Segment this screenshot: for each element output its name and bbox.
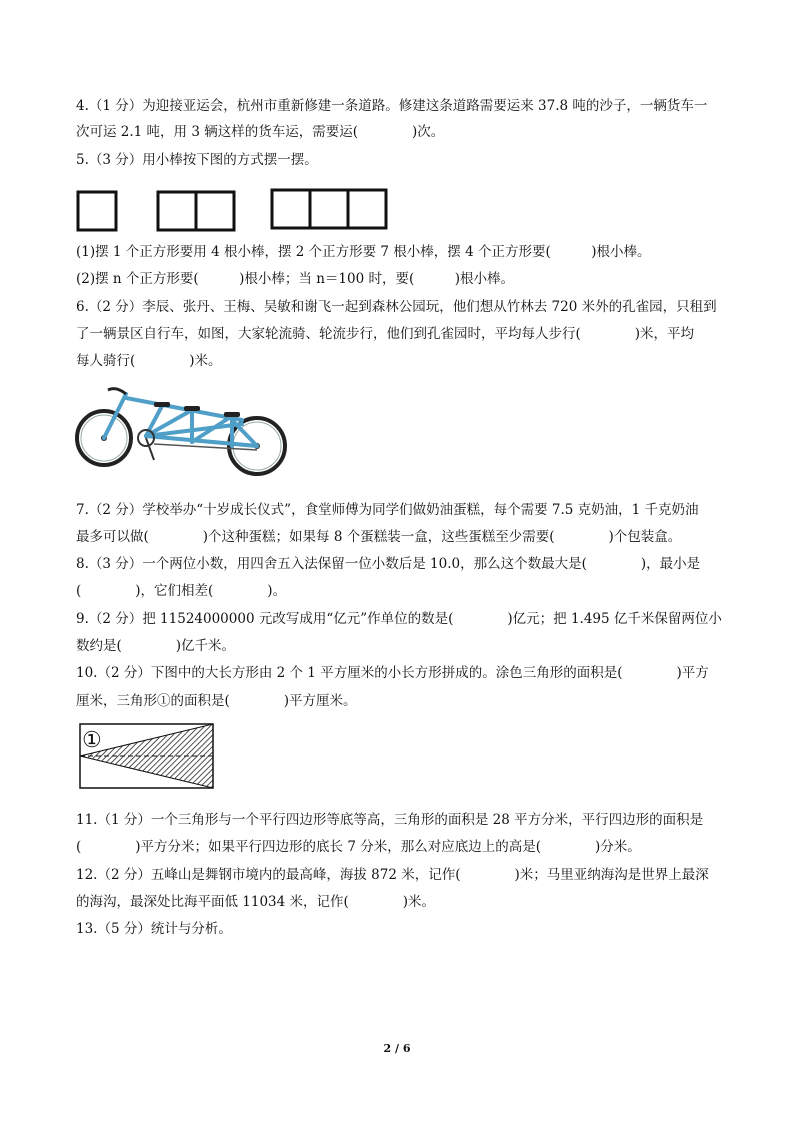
- q5-line-2: (1)摆 1 个正方形要用 4 根小棒，摆 2 个正方形要 7 根小棒，摆 4 个正方形要( )根小棒。: [76, 244, 651, 260]
- q6-line-2: 了一辆景区自行车，如图，大家轮流骑、轮流步行，他们到孔雀园时，平均每人步行( )米，平均: [76, 326, 695, 342]
- q9-line-2: 数约是( )亿千米。: [76, 638, 236, 654]
- q6-line-1: 6.（2 分）李辰、张丹、王梅、吴敏和谢飞一起到森林公园玩，他们想从竹林去 720 米外的孔雀园，只租到: [76, 299, 717, 315]
- square-three-c: [348, 190, 386, 228]
- q11-line-2: ( )平方分米；如果平行四边形的底长 7 分米，那么对应底边上的高是( )分米。: [76, 839, 641, 855]
- square-two-a: [158, 192, 196, 230]
- q5-line-3: (2)摆 n 个正方形要( )根小棒；当 n＝100 时，要( )根小棒。: [76, 271, 515, 287]
- tandem-bicycle-image: [74, 380, 290, 476]
- page-number: 2 / 6: [383, 1042, 411, 1055]
- q11-line-1: 11.（1 分）一个三角形与一个平行四边形等底等高，三角形的面积是 28 平方分米，平行四边形的面积是: [76, 812, 704, 828]
- q8-line-2: ( )，它们相差( )。: [76, 583, 287, 599]
- q4-line-2: 次可运 2.1 吨，用 3 辆这样的货车运，需要运( )次。: [76, 124, 445, 140]
- square-three-a: [272, 190, 310, 228]
- triangle-label: ①: [82, 728, 102, 753]
- q8-line-1: 8.（3 分）一个两位小数，用四舍五入法保留一位小数后是 10.0，那么这个数最大是( )，最小是: [76, 556, 701, 572]
- q6-line-3: 每人骑行( )米。: [76, 353, 222, 369]
- rectangle-triangle-figure: [78, 722, 218, 792]
- q12-line-1: 12.（2 分）五峰山是舞钢市境内的最高峰，海拔 872 米，记作( )米；马里亚纳海沟是世界上最深: [76, 867, 709, 883]
- q4-line-1: 4.（1 分）为迎接亚运会，杭州市重新修建一条道路。修建这条道路需要运来 37.8 吨的沙子，一辆货车一: [76, 98, 708, 114]
- square-one: [78, 192, 116, 230]
- q10-line-1: 10.（2 分）下图中的大长方形由 2 个 1 平方厘米的小长方形拼成的。涂色三角形的面积是( )平方: [76, 665, 709, 681]
- q5-line-1: 5.（3 分）用小棒按下图的方式摆一摆。: [76, 152, 318, 168]
- q13-line-1: 13.（5 分）统计与分析。: [76, 921, 232, 937]
- q7-line-2: 最多可以做( )个这种蛋糕；如果每 8 个蛋糕装一盒，这些蛋糕至少需要( )个包装盒。: [76, 529, 682, 545]
- square-three-b: [310, 190, 348, 228]
- q9-line-1: 9.（2 分）把 11524000000 元改写成用“亿元”作单位的数是( )亿元；把 1.495 亿千米保留两位小: [76, 611, 722, 627]
- q7-line-1: 7.（2 分）学校举办“十岁成长仪式”，食堂师傅为同学们做奶油蛋糕，每个需要 7.5 克奶油，1 千克奶油: [76, 502, 699, 518]
- matchstick-squares-figure: [70, 186, 400, 236]
- square-two-b: [196, 192, 234, 230]
- q12-line-2: 的海沟，最深处比海平面低 11034 米，记作( )米。: [76, 894, 436, 910]
- q10-line-2: 厘米，三角形①的面积是( )平方厘米。: [76, 693, 357, 709]
